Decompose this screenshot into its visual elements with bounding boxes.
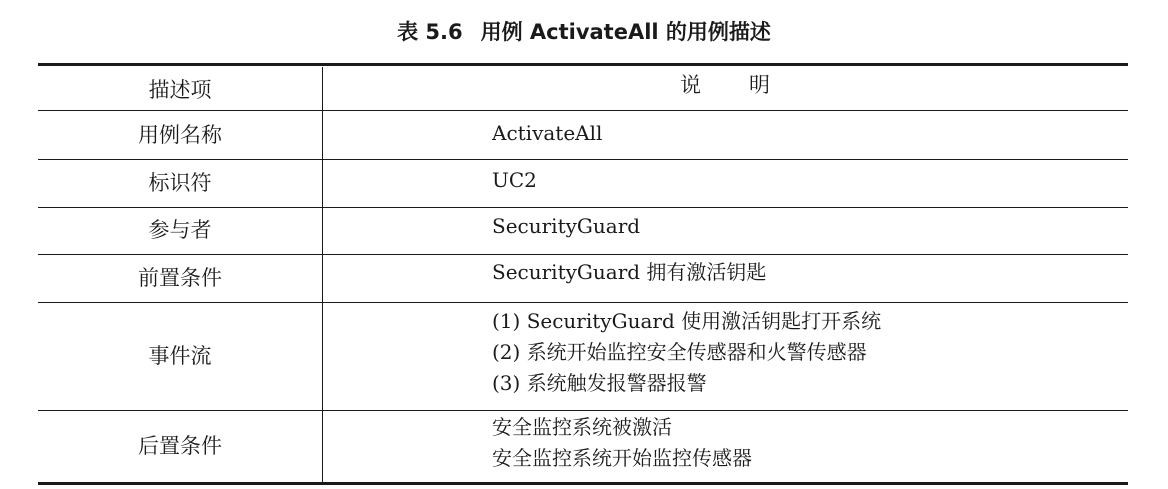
- row-label-use-case-name: 用例名称: [138, 123, 222, 147]
- row-divider: [38, 110, 1128, 111]
- row-value-actor: [492, 211, 1112, 242]
- row-value-use-case-name: [492, 118, 1112, 149]
- row-value-event-flow: [492, 306, 1112, 399]
- table-title: 用例 ActivateAll 的用例描述: [480, 20, 771, 44]
- table-bottom-rule: [38, 482, 1128, 485]
- row-divider: [38, 207, 1128, 208]
- value-line: ActivateAll: [492, 121, 603, 145]
- row-label-actor: 参与者: [148, 218, 212, 242]
- row-label-event-flow: 事件流: [148, 344, 212, 368]
- row-label-precondition: 前置条件: [138, 266, 222, 290]
- column-divider: [322, 67, 323, 484]
- value-line: (3) 系统触发报警器报警: [492, 371, 707, 395]
- value-line: (2) 系统开始监控安全传感器和火警传感器: [492, 340, 867, 364]
- value-line: 安全监控系统被激活: [492, 415, 672, 439]
- table-caption: [0, 18, 1168, 46]
- row-label-postcondition: 后置条件: [138, 434, 222, 458]
- row-label-identifier: 标识符: [148, 171, 212, 195]
- row-value-precondition: [492, 257, 1112, 288]
- value-line: SecurityGuard 拥有激活钥匙: [492, 260, 767, 284]
- value-line: SecurityGuard: [492, 214, 641, 238]
- value-line: (1) SecurityGuard 使用激活钥匙打开系统: [492, 309, 882, 333]
- table-top-rule: [38, 63, 1128, 66]
- row-value-identifier: [492, 165, 1112, 196]
- value-line: 安全监控系统开始监控传感器: [492, 446, 752, 470]
- row-divider: [38, 159, 1128, 160]
- row-divider: [38, 410, 1128, 411]
- row-value-postcondition: [492, 412, 1112, 474]
- row-divider: [38, 254, 1128, 255]
- header-explanation: 说明: [680, 73, 818, 97]
- table-number: 表 5.6: [397, 20, 463, 44]
- value-line: UC2: [492, 168, 537, 192]
- row-divider: [38, 302, 1128, 303]
- header-description-item: 描述项: [148, 78, 212, 102]
